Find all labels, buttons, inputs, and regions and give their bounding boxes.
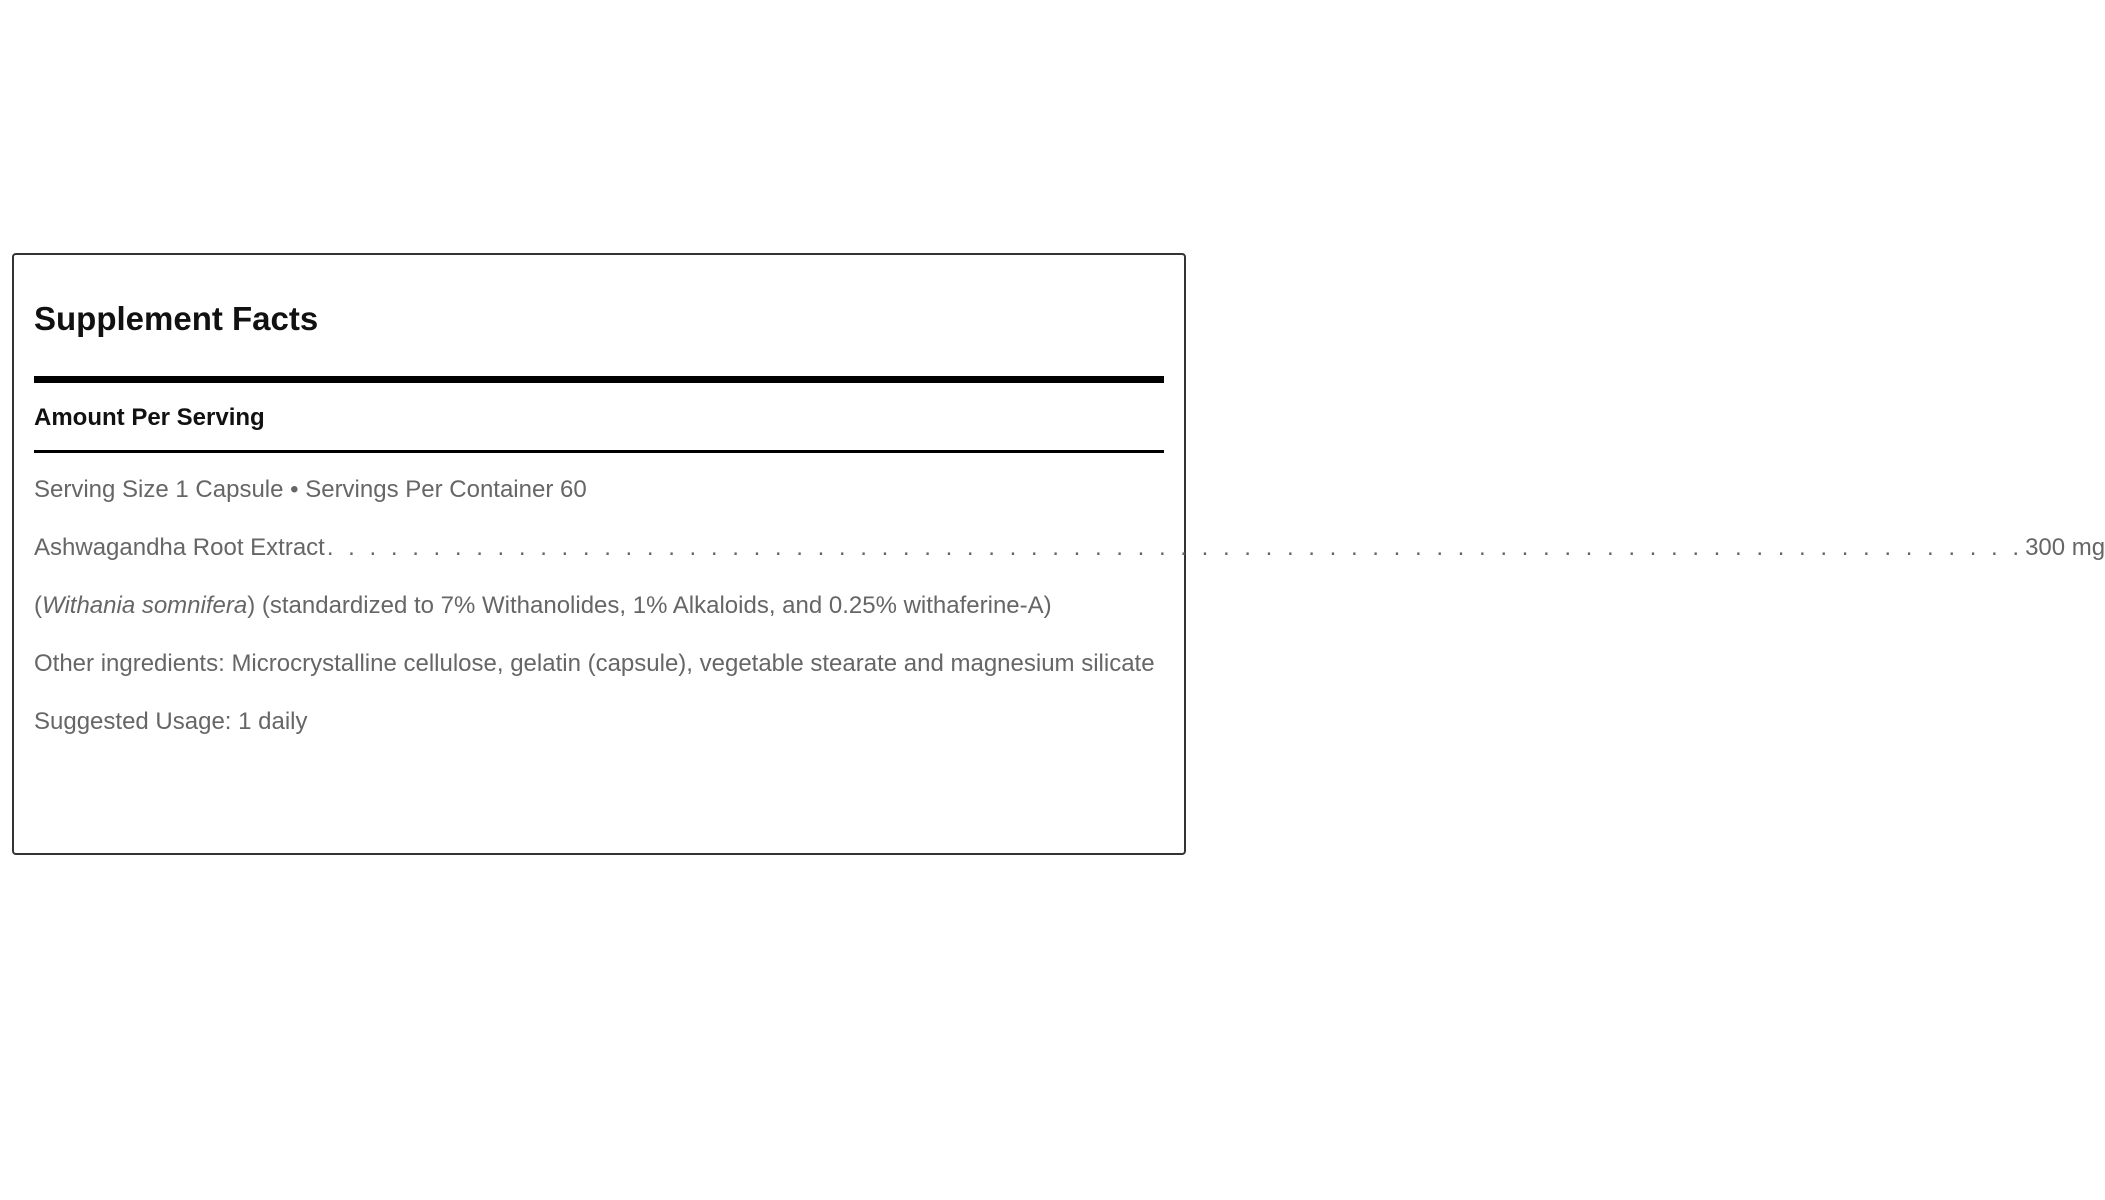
- thin-divider: [34, 450, 1164, 453]
- suggested-usage: Suggested Usage: 1 daily: [34, 708, 308, 735]
- supplement-facts-panel: [12, 253, 2105, 855]
- amount-per-serving-heading: Amount Per Serving: [34, 404, 265, 431]
- ingredient-name: Ashwagandha Root Extract: [34, 534, 325, 561]
- leader-dots: . . . . . . . . . . . . . . . . . . . . . . . . . . . . . . . . . . . . . . . . . . . . . . . . . . . . . . . . . . . . . . . . . . . . . . . . . . . . . . . .: [326, 534, 2024, 561]
- standardization-note: [34, 583, 1164, 629]
- serving-info: Serving Size 1 Capsule • Servings Per Container 60: [34, 476, 587, 503]
- ingredient-row: [34, 525, 2105, 571]
- ingredient-amount: 300 mg: [2025, 534, 2105, 561]
- other-ingredients: Other ingredients: Microcrystalline cellulose, gelatin (capsule), vegetable stearate and magnesium silicate: [34, 650, 1155, 677]
- standardization-text: ) (standardized to 7% Withanolides, 1% Alkaloids, and 0.25% withaferine-A): [247, 592, 1052, 619]
- open-paren: (: [34, 592, 42, 619]
- facts-title: Supplement Facts: [34, 300, 319, 337]
- latin-name: Withania somnifera: [42, 592, 248, 619]
- thick-divider: [34, 376, 1164, 383]
